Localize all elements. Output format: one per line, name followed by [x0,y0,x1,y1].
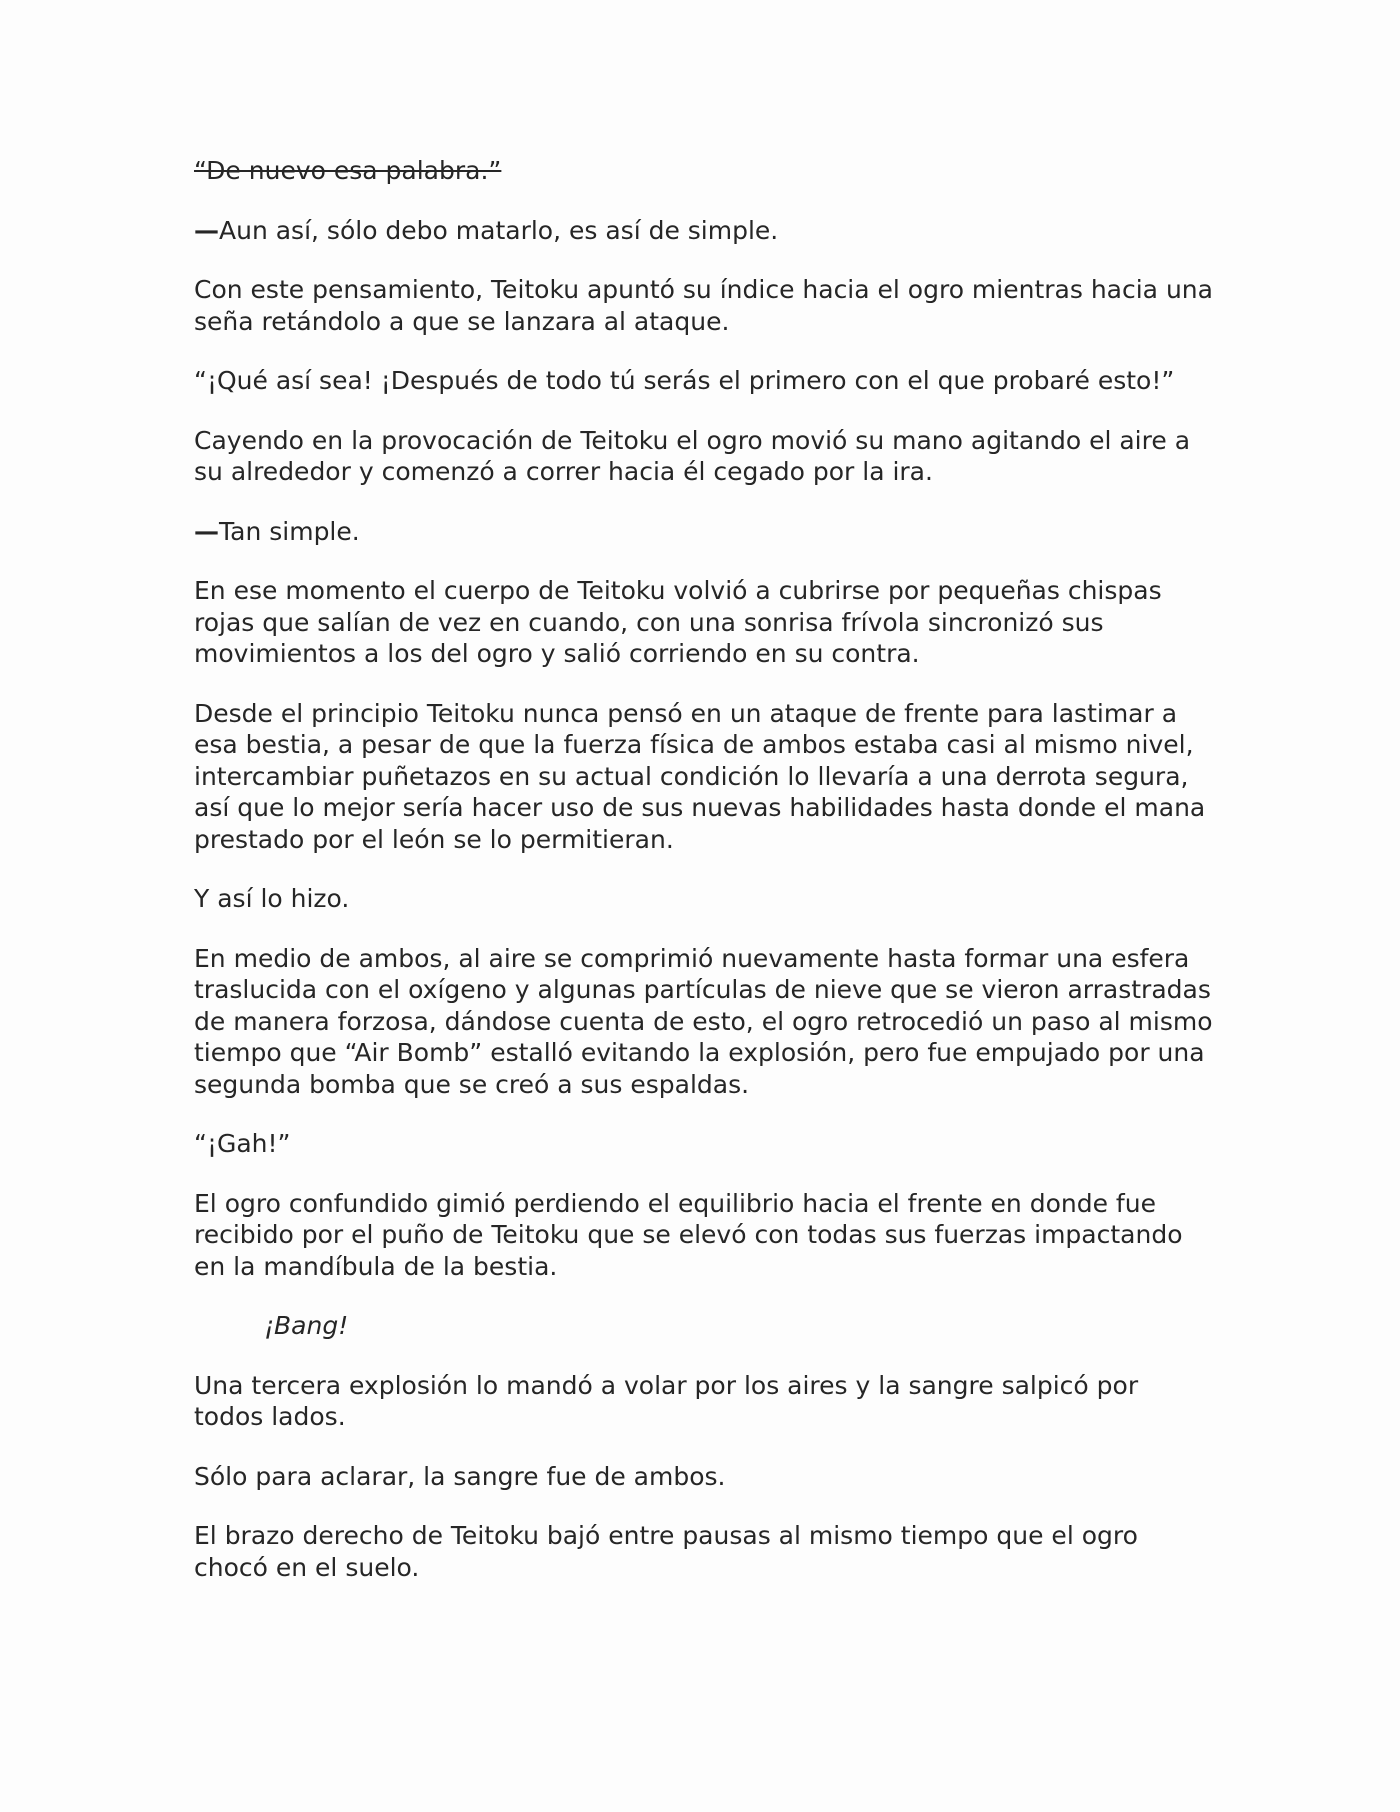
paragraph: Cayendo en la provocación de Teitoku el ogro movió su mano agitando el aire a su alrededor y comenzó a correr hacia él cegado por la ira. [194,425,1191,486]
paragraph-dialogue: “¡Gah!” [194,1129,291,1158]
paragraph: Y así lo hizo. [194,884,350,913]
paragraph-dialogue: “¡Qué así sea! ¡Después de todo tú serás el primero con el que probaré esto!” [194,366,1175,395]
paragraph: Con este pensamiento, Teitoku apuntó su índice hacia el ogro mientras hacia una seña retándolo a que se lanzara al ataque. [194,275,1213,336]
paragraph: En medio de ambos, al aire se comprimió nuevamente hasta formar una esfera traslucida con el oxígeno y algunas partículas de nieve que se vieron arrastradas de manera forzosa, dándose cuenta de esto, el ogro retrocedió un paso al mismo tiempo que “Air Bomb” estalló evitando la explosión, pero fue empujado por una segunda bomba que se creó a sus espaldas. [194,943,1213,1099]
strikethrough-text: “De nuevo esa palabra.” [194,156,502,185]
paragraph: En ese momento el cuerpo de Teitoku volvió a cubrirse por pequeñas chispas rojas que salían de vez en cuando, con una sonrisa frívola sincronizó sus movimientos a los del ogro y salió corriendo en su contra. [194,576,1162,668]
document-page [194,155,1214,1611]
paragraph-sound-effect: ¡Bang! [264,1311,349,1340]
paragraph-thought [194,215,1214,247]
paragraph: Desde el principio Teitoku nunca pensó en un ataque de frente para lastimar a esa bestia, a pesar de que la fuerza física de ambos estaba casi al mismo nivel, intercambiar puñetazos en su actual condición lo llevaría a una derrota segura, así que lo mejor sería hacer uso de sus nuevas habilidades hasta donde el mana prestado por el león se lo permitieran. [194,698,1206,854]
paragraph-strikethrough [194,155,1214,187]
paragraph: El ogro confundido gimió perdiendo el equilibrio hacia el frente en donde fue recibido por el puño de Teitoku que se elevó con todas sus fuerzas impactando en la mandíbula de la bestia. [194,1188,1183,1281]
thought-text: Aun así, sólo debo matarlo, es así de simple. [219,215,779,245]
em-dash: — [194,215,219,245]
paragraph: El brazo derecho de Teitoku bajó entre pausas al mismo tiempo que el ogro chocó en el suelo. [194,1521,1138,1582]
paragraph: Sólo para aclarar, la sangre fue de ambos. [194,1461,726,1491]
thought-text: Tan simple. [219,516,360,546]
paragraph-thought [194,516,1214,548]
em-dash: — [194,516,219,546]
paragraph: Una tercera explosión lo mandó a volar por los aires y la sangre salpicó por todos lados. [194,1370,1139,1431]
